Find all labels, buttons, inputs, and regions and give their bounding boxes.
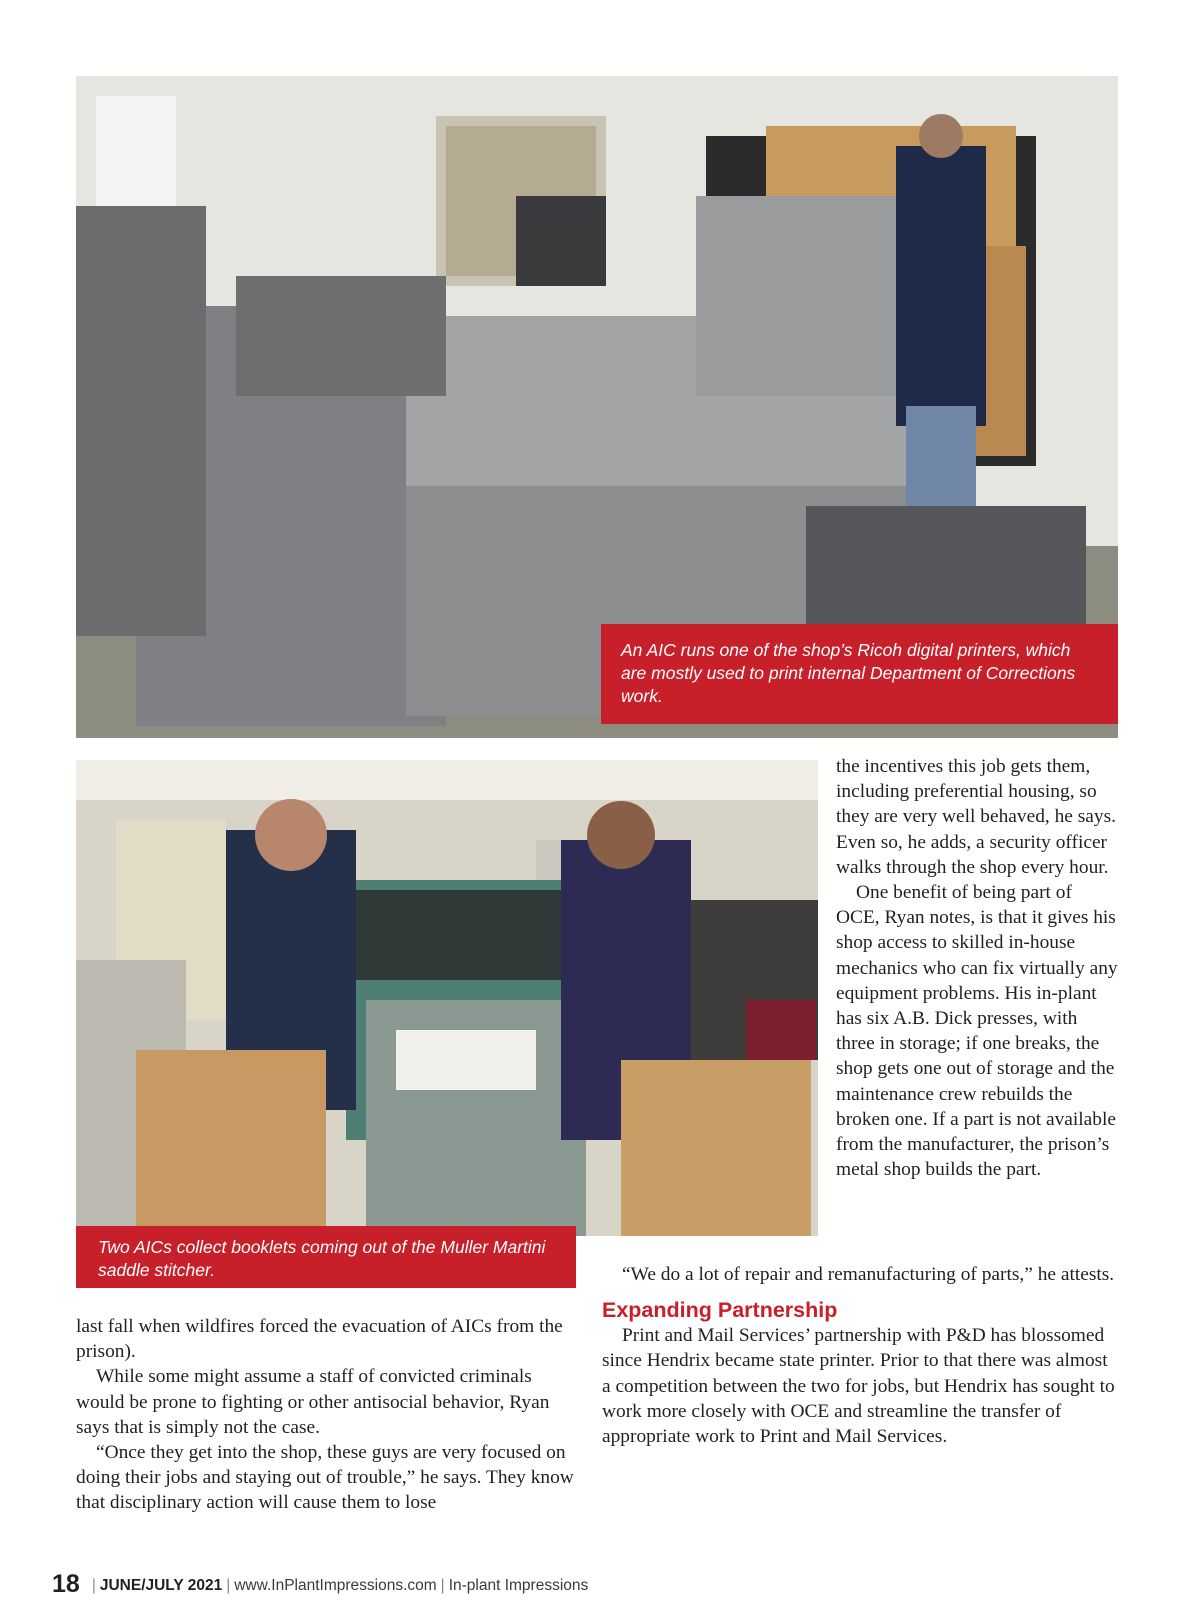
- caption-text: Two AICs collect booklets coming out of the Muller Martini saddle stitcher.: [98, 1237, 546, 1280]
- paragraph: One benefit of being part of OCE, Ryan notes, is that it gives his shop access to skilled in-house mechanics who can fix virtually any equipment problems. His in-plant has six A.B. Dick presses, with three in storage; if one breaks, the shop gets one out of storage and the maintenance crew rebuilds the broken one. If a part is not available from the manufacturer, the prison’s metal shop builds the part.: [836, 882, 1118, 1181]
- paragraph: the incentives this job gets them, including preferential housing, so they are very well behaved, he says. Even so, he adds, a security officer walks through the shop every hour.: [836, 756, 1116, 878]
- paragraph: “Once they get into the shop, these guys are very focused on doing their jobs and staying out of trouble,” he says. They know that disciplinary action will cause them to lose: [76, 1442, 574, 1514]
- footer-separator: |: [226, 1577, 231, 1594]
- right-column-lower: [602, 1262, 1118, 1449]
- paragraph: “We do a lot of repair and remanufacturing of parts,” he attests.: [622, 1264, 1115, 1285]
- caption-text: An AIC runs one of the shop’s Ricoh digital printers, which are mostly used to print internal Department of Corrections work.: [621, 640, 1076, 706]
- photo-caption-ricoh: [601, 624, 1118, 724]
- publication-name: In-plant Impressions: [448, 1577, 589, 1594]
- page-number: 18: [52, 1570, 80, 1598]
- page-footer: [52, 1570, 588, 1599]
- issue-date: JUNE/JULY 2021: [99, 1577, 223, 1594]
- footer-separator: |: [440, 1577, 445, 1594]
- paragraph: last fall when wildfires forced the evacuation of AICs from the prison).: [76, 1316, 563, 1363]
- website-link[interactable]: www.InPlantImpressions.com: [234, 1577, 437, 1594]
- photo-caption-stitcher: [76, 1226, 576, 1288]
- footer-separator: |: [91, 1577, 96, 1594]
- right-column-upper: [836, 754, 1118, 1182]
- section-heading: Expanding Partnership: [602, 1298, 838, 1323]
- paragraph: While some might assume a staff of convicted criminals would be prone to fighting or other antisocial behavior, Ryan says that is simply not the case.: [76, 1366, 550, 1438]
- left-column: [76, 1314, 576, 1516]
- photo-saddle-stitcher: [76, 760, 818, 1236]
- paragraph: Print and Mail Services’ partnership with P&D has blossomed since Hendrix became state printer. Prior to that there was almost a competition between the two for jobs, but Hendrix has sought to work more closely with OCE and streamline the transfer of appropriate work to Print and Mail Services.: [602, 1325, 1115, 1448]
